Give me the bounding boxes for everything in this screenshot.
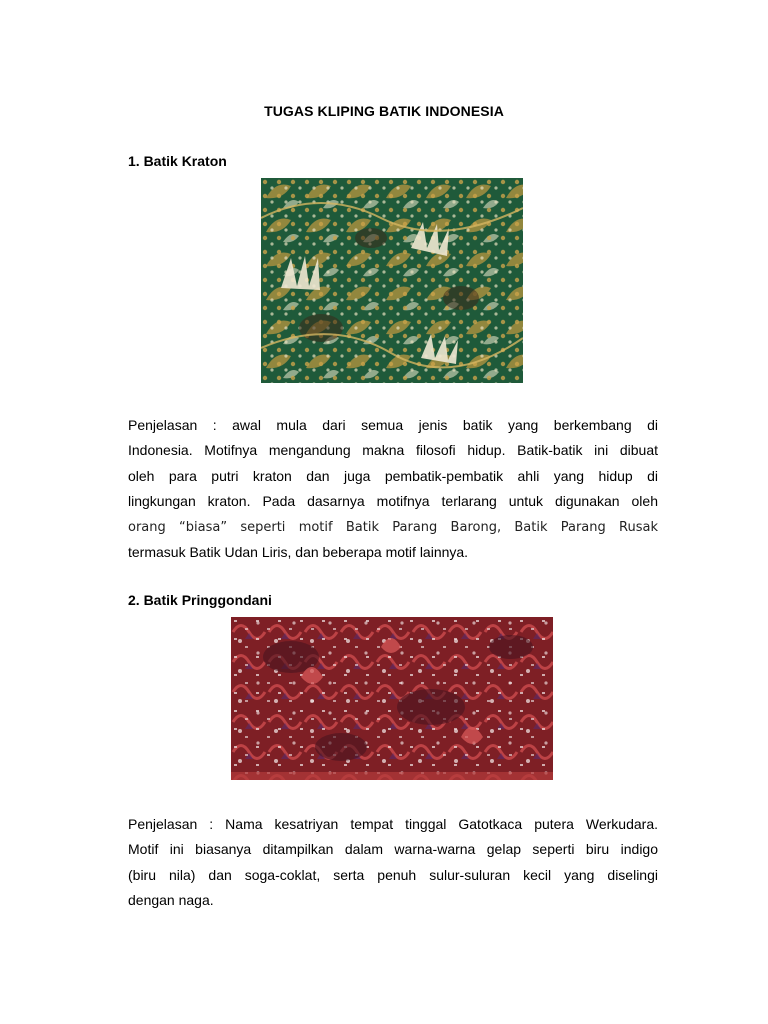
section-paragraph-kraton	[128, 413, 658, 565]
section-paragraph-pringgondani	[128, 812, 658, 914]
paragraph-line: Motif ini biasanya ditampilkan dalam warna-warna gelap seperti biru indigo	[128, 841, 658, 858]
page-title: TUGAS KLIPING BATIK INDONESIA	[264, 103, 504, 119]
paragraph-line: Penjelasan : Nama kesatriyan tempat tinggal Gatotkaca putera Werkudara.	[128, 816, 658, 832]
paragraph-line: (biru nila) dan soga-coklat, serta penuh sulur-suluran kecil yang diselingi	[128, 866, 658, 883]
paragraph-line: Indonesia. Motifnya mengandung makna filosofi hidup. Batik-batik ini dibuat	[128, 442, 658, 459]
paragraph-line: lingkungan kraton. Pada dasarnya motifnya terlarang untuk digunakan oleh	[128, 493, 658, 510]
paragraph-line: dengan naga.	[128, 892, 214, 909]
batik-kraton-image	[261, 178, 523, 383]
paragraph-line: oleh para putri kraton dan juga pembatik-pembatik ahli yang hidup di	[128, 467, 658, 484]
section-heading-pringgondani: 2. Batik Pringgondani	[128, 592, 272, 608]
section-heading-kraton: 1. Batik Kraton	[128, 153, 227, 169]
paragraph-line: Penjelasan : awal mula dari semua jenis batik yang berkembang di	[128, 417, 658, 433]
batik-pringgondani-image	[231, 617, 553, 780]
paragraph-line: orang “biasa” seperti motif Batik Parang Barong, Batik Parang Rusak	[128, 519, 658, 535]
paragraph-line: termasuk Batik Udan Liris, dan beberapa motif lainnya.	[128, 544, 469, 561]
